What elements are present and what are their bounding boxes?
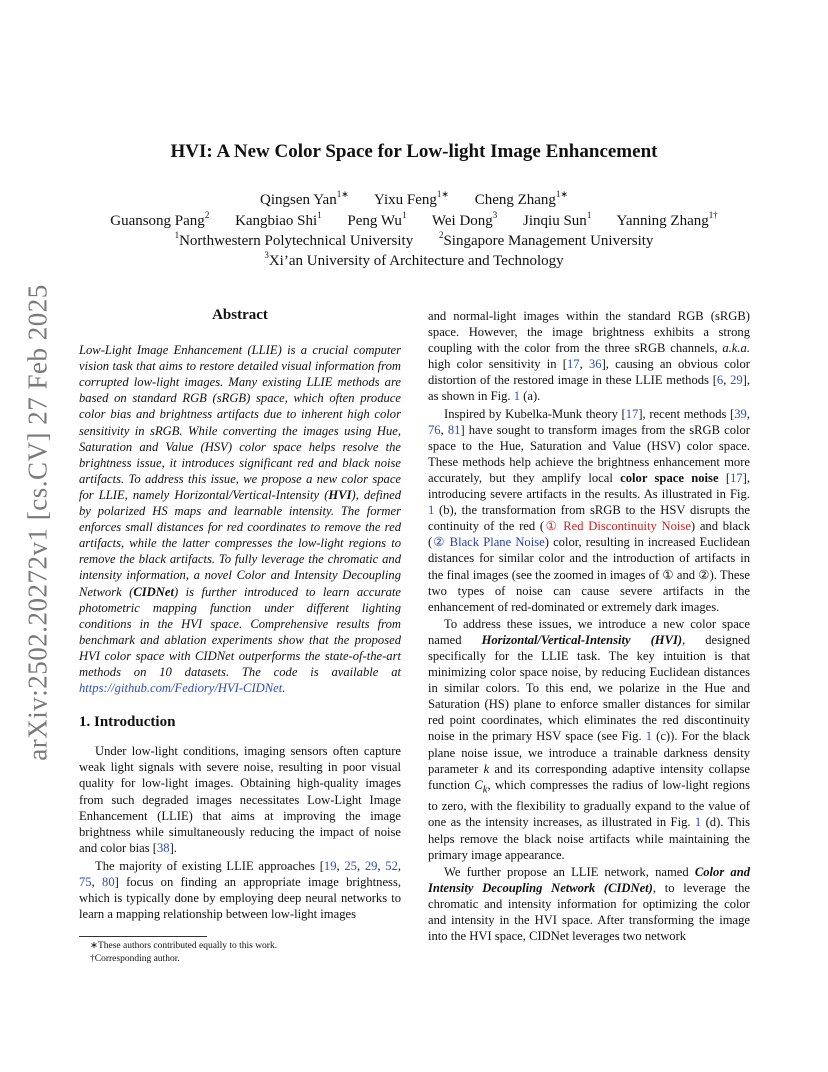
code-link[interactable]: https://github.com/Fediory/HVI-CIDNet bbox=[79, 681, 283, 696]
footnote-equal-contribution: ∗These authors contributed equally to this work. bbox=[90, 941, 278, 951]
affiliation: Northwestern Polytechnical University bbox=[179, 233, 414, 249]
left-column bbox=[79, 307, 401, 922]
intro-paragraph-1: Under low-light conditions, imaging sensors often capture weak light signals with severe noise, resulting in poor visual quality for low-light images. Obtaining high-quality images from such degraded images necessitates Low-Light Image Enhancement (LLIE) that aims at improving the image brightness while simultaneously reducing the impact of noise and color bias [38]. bbox=[79, 744, 401, 855]
black-plane-noise-label: ② Black Plane Noise bbox=[432, 535, 545, 550]
citation[interactable]: 17 bbox=[730, 470, 743, 485]
citation[interactable]: 76 bbox=[428, 422, 441, 437]
section-heading-introduction: 1. Introduction bbox=[79, 714, 176, 731]
author-name: Yixu Feng bbox=[373, 192, 437, 208]
citation[interactable]: 38 bbox=[157, 840, 170, 855]
citation[interactable]: 19 bbox=[323, 858, 337, 873]
author-name: Cheng Zhang bbox=[474, 192, 556, 208]
abstract-heading: Abstract bbox=[212, 307, 268, 323]
author-mark: 1 bbox=[317, 210, 322, 220]
right-paragraph-4: We further propose an LLIE network, named Color and Intensity Decoupling Network (CIDNet), to leverage the chromatic and intensity information for optimizing the color and intensity in the HVI space. After transforming the image into the HVI space, CIDNet leverages two network bbox=[428, 864, 750, 944]
affiliation-mark: 1 bbox=[174, 230, 180, 240]
right-paragraph-1: and normal-light images within the standard RGB (sRGB) space. However, the image brightness exhibits a strong coupling with the color from the three sRGB channels, a.k.a. high color sensitivity in [17, 36], causing an obvious color distortion of the restored image in these LLIE methods [6, 29], as shown in Fig. 1 (a). bbox=[428, 309, 751, 404]
affiliation: Singapore Management University bbox=[443, 233, 654, 249]
author-mark: 3 bbox=[492, 210, 498, 220]
citation[interactable]: 80 bbox=[102, 875, 115, 889]
citation[interactable]: 6 bbox=[716, 373, 724, 388]
author-name: Wei Dong bbox=[431, 213, 493, 229]
figure-ref[interactable]: 1 bbox=[513, 389, 521, 404]
author-name: Jinqiu Sun bbox=[523, 213, 587, 229]
citation[interactable]: 17 bbox=[625, 406, 639, 421]
author-mark: 1∗ bbox=[555, 189, 568, 199]
authors-row-1 bbox=[0, 189, 828, 209]
author-mark: 1∗ bbox=[336, 189, 349, 199]
author-mark: 1 bbox=[401, 210, 407, 220]
author-name: Kangbiao Shi bbox=[235, 213, 318, 229]
figure-ref[interactable]: 1 bbox=[694, 815, 702, 830]
right-paragraph-2: Inspired by Kubelka-Munk theory [17], recent methods [39, 76, 81] have sought to transform images from the sRGB color space to the Hue, Saturation and Value (HSV) color space. These methods help achieve the brightness enhancement more accurately, but they amplify local color space noise [17], introducing severe artifacts in the results. As illustrated in Fig. 1 (b), the transformation from sRGB to the HSV disrupts the continuity of the red (① Red Discontinuity Noise) and black (② Black Plane Noise) color, resulting in increased Euclidean distances for similar color and the introduction of artifacts in the final images (see the zoomed in images of ① and ②). These two types of noise can cause severe artifacts in the enhancement of red-dominated or extremely dark images. bbox=[428, 406, 751, 614]
citation[interactable]: 75 bbox=[79, 875, 92, 889]
author-mark: 1∗ bbox=[436, 189, 449, 199]
right-paragraph-3: To address these issues, we introduce a new color space named Horizontal/Vertical-Intensity (HVI), designed specifically for the LLIE task. The key intuition is that minimizing color space noise, by reducing Euclidean distances in similar colors. To this end, we polarize in the Hue and Saturation (HS) plane to enforce smaller distances for similar red point coordinates, which eliminates the red discontinuity noise in the primary HSV space (see Fig. 1 (c)). For the black plane noise issue, we introduce a trainable darkness density parameter k and its corresponding adaptive intensity collapse function $C_k$, which compresses the radius of low-light regions to zero, with the flexibility to gradually expand to the value of one as the intensity increases, as illustrated in Fig. 1 (d). This helps remove the black noise artifacts while maintaining the primary image appearance. bbox=[428, 616, 750, 862]
authors-row-2 bbox=[0, 210, 828, 230]
affiliation-mark: 2 bbox=[438, 230, 444, 240]
affiliation-mark: 3 bbox=[264, 250, 269, 260]
footnote-corresponding-author: †Corresponding author. bbox=[90, 953, 180, 964]
author-mark: 2 bbox=[204, 210, 210, 220]
affiliations-row-2 bbox=[0, 250, 828, 270]
author-name: Qingsen Yan bbox=[260, 192, 337, 208]
paper-title: HVI: A New Color Space for Low-light Image Enhancement bbox=[170, 141, 658, 162]
red-discontinuity-noise-label: ① Red Discontinuity Noise bbox=[544, 519, 691, 534]
arxiv-identifier-text: arXiv:2502.20272v1 [cs.CV] 27 Feb 2025 bbox=[22, 283, 53, 761]
figure-ref[interactable]: 1 bbox=[428, 503, 435, 518]
citation[interactable]: 52 bbox=[385, 858, 398, 873]
author-name: Peng Wu bbox=[347, 213, 402, 229]
citation[interactable]: 17 bbox=[567, 357, 580, 372]
author-name: Guansong Pang bbox=[110, 213, 205, 229]
citation[interactable]: 25 bbox=[344, 858, 357, 873]
citation[interactable]: 29 bbox=[364, 858, 378, 873]
author-mark: 1 bbox=[586, 210, 592, 220]
affiliations-row-1 bbox=[0, 230, 828, 250]
citation[interactable]: 36 bbox=[588, 357, 602, 372]
arxiv-identifier bbox=[16, 282, 60, 762]
right-column bbox=[428, 308, 750, 944]
abstract-text: Low-Light Image Enhancement (LLIE) is a crucial computer vision task that aims to restore detailed visual information from corrupted low-light images. Many existing LLIE methods are based on standard RGB (sRGB) space, which often produce color bias and brightness artifacts due to inherent high color sensitivity in sRGB. While converting the images using Hue, Saturation and Value (HSV) color space helps resolve the brightness issue, it introduces significant red and black noise artifacts. To address this issue, we propose a new color space for LLIE, namely Horizontal/Vertical-Intensity (HVI), defined by polarized HS maps and learnable intensity. The former enforces small distances for red coordinates to remove the red artifacts, while the latter compresses the low-light regions to remove the black artifacts. To fully leverage the chromatic and intensity information, a novel Color and Intensity Decoupling Network (CIDNet) is further introduced to learn accurate photometric mapping function under different lighting conditions in the HVI space. Comprehensive results from benchmark and ablation experiments show that the proposed HVI color space with CIDNet outperforms the state-of-the-art methods on 10 datasets. The code is available at https://github.com/Fediory/HVI-CIDNet. bbox=[79, 343, 401, 696]
citation[interactable]: 81 bbox=[447, 422, 461, 437]
author-mark: 1† bbox=[708, 210, 718, 220]
citation[interactable]: 39 bbox=[734, 406, 747, 421]
citation[interactable]: 29 bbox=[730, 373, 743, 388]
author-name: Yanning Zhang bbox=[616, 213, 709, 229]
footnote-rule bbox=[79, 936, 207, 937]
affiliation: Xi’an University of Architecture and Technology bbox=[268, 253, 564, 269]
footnotes bbox=[79, 936, 401, 965]
figure-ref[interactable]: 1 bbox=[645, 729, 653, 744]
intro-paragraph-2: The majority of existing LLIE approaches [19, 25, 29, 52, 75, 80] focus on finding an appropriate image brightness, which is typically done by employing deep neural networks to learn a mapping relationship between low-light images bbox=[79, 858, 402, 922]
